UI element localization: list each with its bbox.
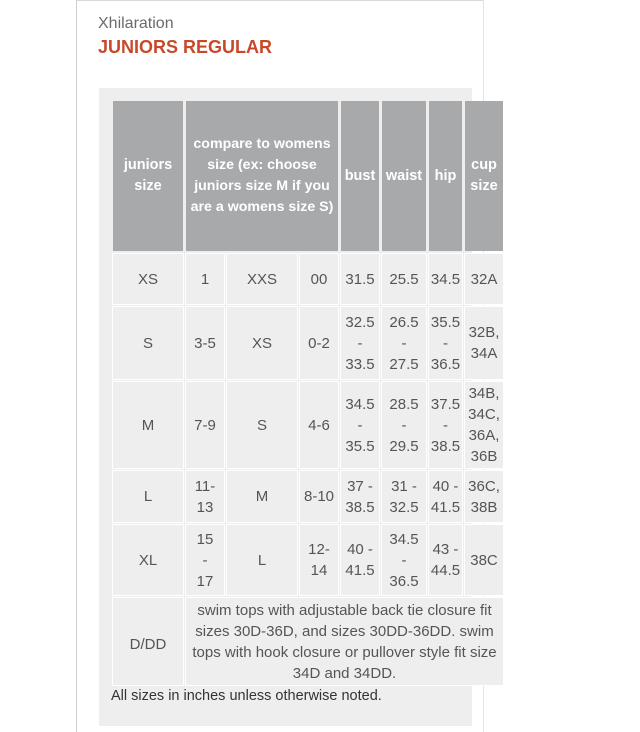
womens-size-cell: L	[227, 525, 297, 595]
hip-cell-line: 40 -	[432, 477, 459, 495]
waist-cell-line: -	[401, 416, 407, 434]
bust-cell-line: 35.5	[345, 437, 375, 455]
hip-cell	[429, 254, 462, 304]
hip-cell-line: 41.5	[430, 498, 461, 516]
hip-cell	[429, 307, 462, 379]
dd-note-cell: swim tops with adjustable back tie closure fit sizes 30D-36D, and sizes 30DD-36DD. swim tops with hook closure or pullover style fit size 34D and 34DD.	[186, 598, 503, 685]
hip-cell-line: 36.5	[430, 355, 461, 373]
table-row	[113, 307, 503, 379]
header-waist: waist	[382, 101, 426, 251]
page-title: JUNIORS REGULAR	[98, 37, 273, 57]
womens-number-cell: 8-10	[300, 471, 338, 522]
bust-cell-line: 33.5	[345, 355, 375, 373]
hip-cell-line: 35.5	[430, 313, 461, 331]
dd-row	[113, 598, 503, 685]
hip-cell-line: 37.5	[430, 395, 461, 413]
header-compare-womens: compare to womens size (ex: choose juniors size M if you are a womens size S)	[186, 101, 338, 251]
size-number-cell: 3-5	[186, 307, 224, 379]
womens-size-cell: XXS	[227, 254, 297, 304]
size-number-cell	[186, 525, 224, 595]
cup-size-cell-line: 32A	[470, 270, 498, 288]
bust-cell-line: 34.5	[345, 395, 375, 413]
size-number-cell-line: 11-	[194, 477, 216, 495]
size-cell: S	[113, 307, 183, 379]
size-cell: M	[113, 382, 183, 468]
header-bust: bust	[341, 101, 379, 251]
table-row	[113, 254, 503, 304]
bust-cell-line: 31.5	[345, 270, 375, 288]
waist-cell-line: 26.5	[389, 313, 419, 331]
size-chart-table	[110, 98, 506, 688]
cup-size-cell-line: 34A	[470, 345, 498, 362]
cup-size-cell	[465, 382, 503, 468]
hip-cell-line: 43 -	[432, 541, 459, 558]
cup-size-cell	[465, 307, 503, 379]
hip-cell	[429, 471, 462, 522]
hip-cell	[429, 525, 462, 595]
table-row	[113, 382, 503, 468]
cup-size-cell-line: 38B	[470, 498, 498, 516]
waist-cell-line: 32.5	[389, 498, 419, 516]
header-hip: hip	[429, 101, 462, 251]
waist-cell-line: -	[401, 551, 407, 569]
bust-cell-line: 41.5	[345, 562, 375, 579]
bust-cell-line: -	[357, 416, 363, 434]
cup-size-cell	[465, 525, 503, 595]
bust-cell	[341, 382, 379, 468]
bust-cell	[341, 307, 379, 379]
cup-size-cell	[465, 471, 503, 522]
size-number-cell: 1	[186, 254, 224, 304]
hip-cell-line: 34.5	[430, 270, 461, 288]
size-cell: L	[113, 471, 183, 522]
bust-cell	[341, 525, 379, 595]
bust-cell	[341, 254, 379, 304]
cup-size-cell-line: 34C,	[468, 406, 500, 423]
dd-label-cell: D/DD	[113, 598, 183, 685]
cup-size-cell-line: 36C,	[468, 477, 500, 495]
bust-cell	[341, 471, 379, 522]
hip-cell-line: -	[443, 334, 449, 352]
size-cell: XL	[113, 525, 183, 595]
waist-cell-line: -	[401, 334, 407, 352]
size-number-cell-line: 13	[196, 498, 214, 516]
waist-cell-line: 31 -	[391, 477, 417, 495]
cup-size-cell-line: 32B,	[468, 324, 500, 341]
size-cell: XS	[113, 254, 183, 304]
cup-size-cell	[465, 254, 503, 304]
hip-cell-line: 38.5	[430, 437, 461, 455]
brand-name: Xhilaration	[98, 15, 174, 32]
size-number-cell-line: 15	[196, 530, 214, 548]
hip-cell-line: -	[443, 416, 449, 434]
size-number-cell	[186, 471, 224, 522]
waist-cell-line: 34.5	[389, 530, 419, 548]
bust-cell-line: 38.5	[345, 498, 375, 516]
frame-top-border	[76, 0, 484, 1]
waist-cell	[382, 254, 426, 304]
header-row	[113, 101, 503, 251]
hip-cell	[429, 382, 462, 468]
table-row	[113, 525, 503, 595]
header-cup-size: cup size	[465, 101, 503, 251]
bust-cell-line: 32.5	[345, 313, 375, 331]
waist-cell-line: 36.5	[389, 572, 419, 590]
waist-cell-line: 25.5	[389, 270, 419, 288]
footnote: All sizes in inches unless otherwise noted.	[111, 688, 382, 704]
table-row	[113, 471, 503, 522]
womens-size-cell: XS	[227, 307, 297, 379]
header-juniors-size: juniors size	[113, 101, 183, 251]
womens-number-cell: 4-6	[300, 382, 338, 468]
cup-size-cell-line: 36A,	[468, 427, 500, 444]
frame-left-border	[76, 0, 77, 732]
bust-cell-line: 37 -	[347, 477, 373, 495]
bust-cell-line: 40 -	[347, 541, 373, 558]
womens-size-cell: S	[227, 382, 297, 468]
womens-number-cell: 0-2	[300, 307, 338, 379]
waist-cell-line: 29.5	[389, 437, 419, 455]
waist-cell	[382, 382, 426, 468]
size-number-cell: 7-9	[186, 382, 224, 468]
cup-size-cell-line: 34B,	[468, 385, 500, 402]
waist-cell	[382, 471, 426, 522]
hip-cell-line: 44.5	[430, 562, 461, 579]
bust-cell-line: -	[357, 334, 363, 352]
size-number-cell-line: -	[202, 551, 208, 569]
womens-number-cell: 12-14	[300, 525, 338, 595]
cup-size-cell-line: 38C	[470, 551, 498, 569]
waist-cell-line: 27.5	[389, 355, 419, 373]
waist-cell	[382, 525, 426, 595]
waist-cell-line: 28.5	[389, 395, 419, 413]
cup-size-cell-line: 36B	[470, 448, 498, 465]
womens-size-cell: M	[227, 471, 297, 522]
waist-cell	[382, 307, 426, 379]
womens-number-cell: 00	[300, 254, 338, 304]
size-number-cell-line: 17	[196, 572, 214, 590]
